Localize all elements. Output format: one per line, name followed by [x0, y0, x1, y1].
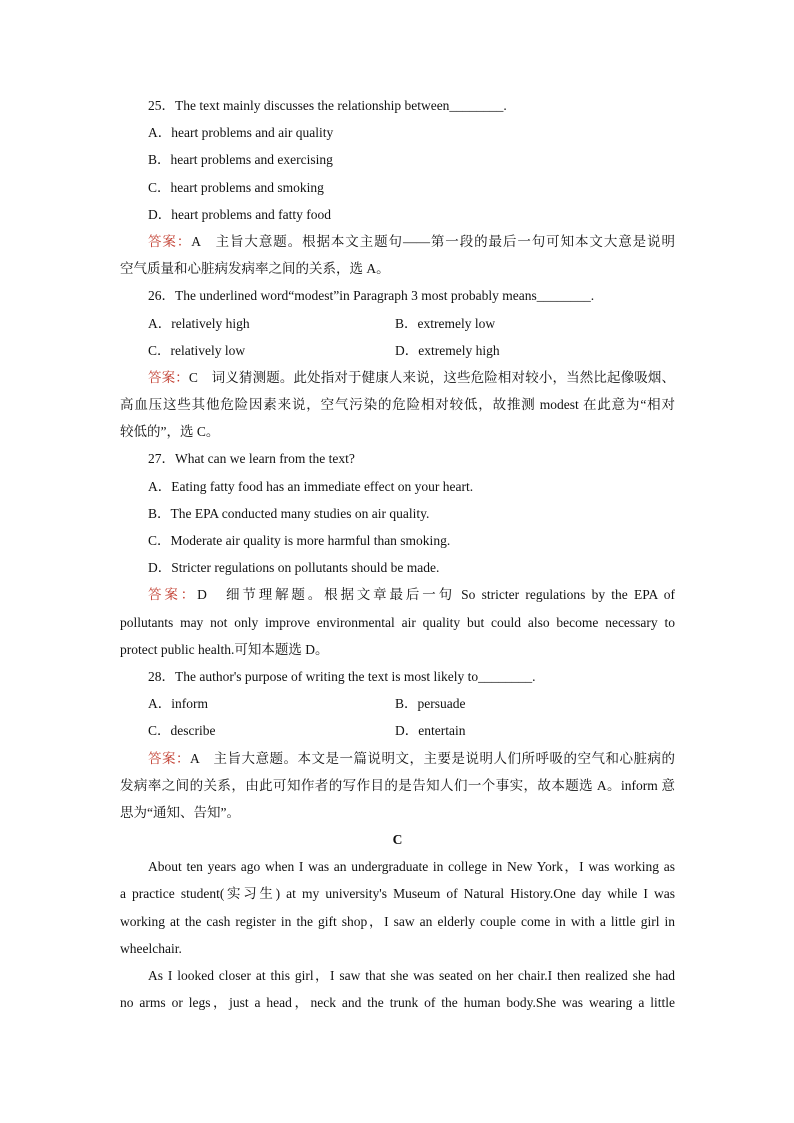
answer-label: 答案：	[148, 369, 189, 385]
q26-stem: 26．The underlined word“modest”in Paragraph 3 most probably means________.	[148, 288, 595, 304]
q25-option-a: A．heart problems and air quality	[148, 125, 334, 141]
q28-option-c: C．describe	[148, 723, 216, 739]
q27-option-d: D．Stricter regulations on pollutants should be made.	[148, 560, 440, 576]
q25-option-d: D．heart problems and fatty food	[148, 206, 331, 222]
q28-options-row-1	[120, 690, 675, 717]
q27-option-c: C．Moderate air quality is more harmful than smoking.	[148, 533, 451, 548]
q25-answer-line-1: 答案：A 主旨大意题。根据本文主题句——第一段的最后一句可知本文大意是说明	[148, 233, 675, 249]
q27-answer-line-3: protect public health.可知本题选 D。	[120, 641, 329, 657]
q28-option-d: D．entertain	[395, 723, 466, 739]
q26-answer-line-1: 答案：C 词义猜测题。此处指对于健康人来说，这些危险相对较小，当然比起像吸烟、	[148, 369, 675, 385]
q28-answer-line-1: 答案：A 主旨大意题。本文是一篇说明文，主要是说明人们所呼吸的空气和心脏病的	[148, 750, 675, 766]
q27-answer-line-1: 答案：D 细节理解题。根据文章最后一句 So stricter regulations by the EPA of	[148, 587, 675, 603]
passage-p1-line-1: About ten years ago when I was an undergraduate in college in New York，I was working as	[148, 859, 675, 875]
q25-option-c: C．heart problems and smoking	[148, 179, 324, 195]
document-page	[120, 92, 675, 1016]
section-heading: C	[392, 832, 403, 848]
q26-option-c: C．relatively low	[148, 342, 246, 358]
passage-p2-line-1: As I looked closer at this girl，I saw that she was seated on her chair.I then realized she had	[148, 968, 675, 983]
q26-option-a: A．relatively high	[148, 315, 250, 331]
q26-option-b: B．extremely low	[395, 315, 496, 331]
q25-stem: 25．The text mainly discusses the relationship between________.	[148, 98, 507, 113]
answer-label: 答案：	[148, 750, 190, 766]
q26-option-d: D．extremely high	[395, 342, 500, 358]
q28-answer-line-2: 发病率之间的关系，由此可知作者的写作目的是告知人们一个事实，故本题选 A。inform 意	[120, 777, 675, 793]
q25-answer-line-2: 空气质量和心脏病发病率之间的关系，选 A。	[120, 261, 390, 277]
q27-option-a: A．Eating fatty food has an immediate effect on your heart.	[148, 478, 474, 494]
answer-label: 答案：	[148, 587, 198, 603]
q27-option-b: B．The EPA conducted many studies on air quality.	[148, 505, 430, 521]
q25-option-b: B．heart problems and exercising	[148, 152, 333, 168]
q26-answer-line-2: 高血压这些其他危险因素来说，空气污染的危险相对较低，故推测 modest 在此意为“相对	[120, 397, 675, 413]
q26-options-row-2	[120, 337, 675, 364]
passage-p1-line-3: working at the cash register in the gift shop，I saw an elderly couple come in with a little girl in	[120, 913, 675, 929]
q27-answer-line-2: pollutants may not only improve environmental air quality but could also become necessary to	[120, 614, 675, 630]
q28-option-b: B．persuade	[395, 696, 466, 712]
q28-option-a: A．inform	[148, 696, 208, 712]
q28-answer-line-3: 思为“通知、告知”。	[120, 804, 240, 820]
passage-p2-line-2: no arms or legs，just a head，neck and the trunk of the human body.She was wearing a little	[120, 995, 675, 1011]
passage-p1-line-2: a practice student(实习生) at my university's Museum of Natural History.One day while I was	[120, 886, 675, 902]
passage-p1-line-4: wheelchair.	[120, 940, 182, 956]
q26-options-row-1	[120, 310, 675, 337]
q27-stem: 27．What can we learn from the text?	[148, 451, 355, 467]
q26-answer-line-3: 较低的”，选 C。	[120, 424, 220, 440]
answer-label: 答案：	[148, 233, 192, 249]
q28-stem: 28．The author's purpose of writing the text is most likely to________.	[148, 668, 536, 684]
q28-options-row-2	[120, 717, 675, 744]
